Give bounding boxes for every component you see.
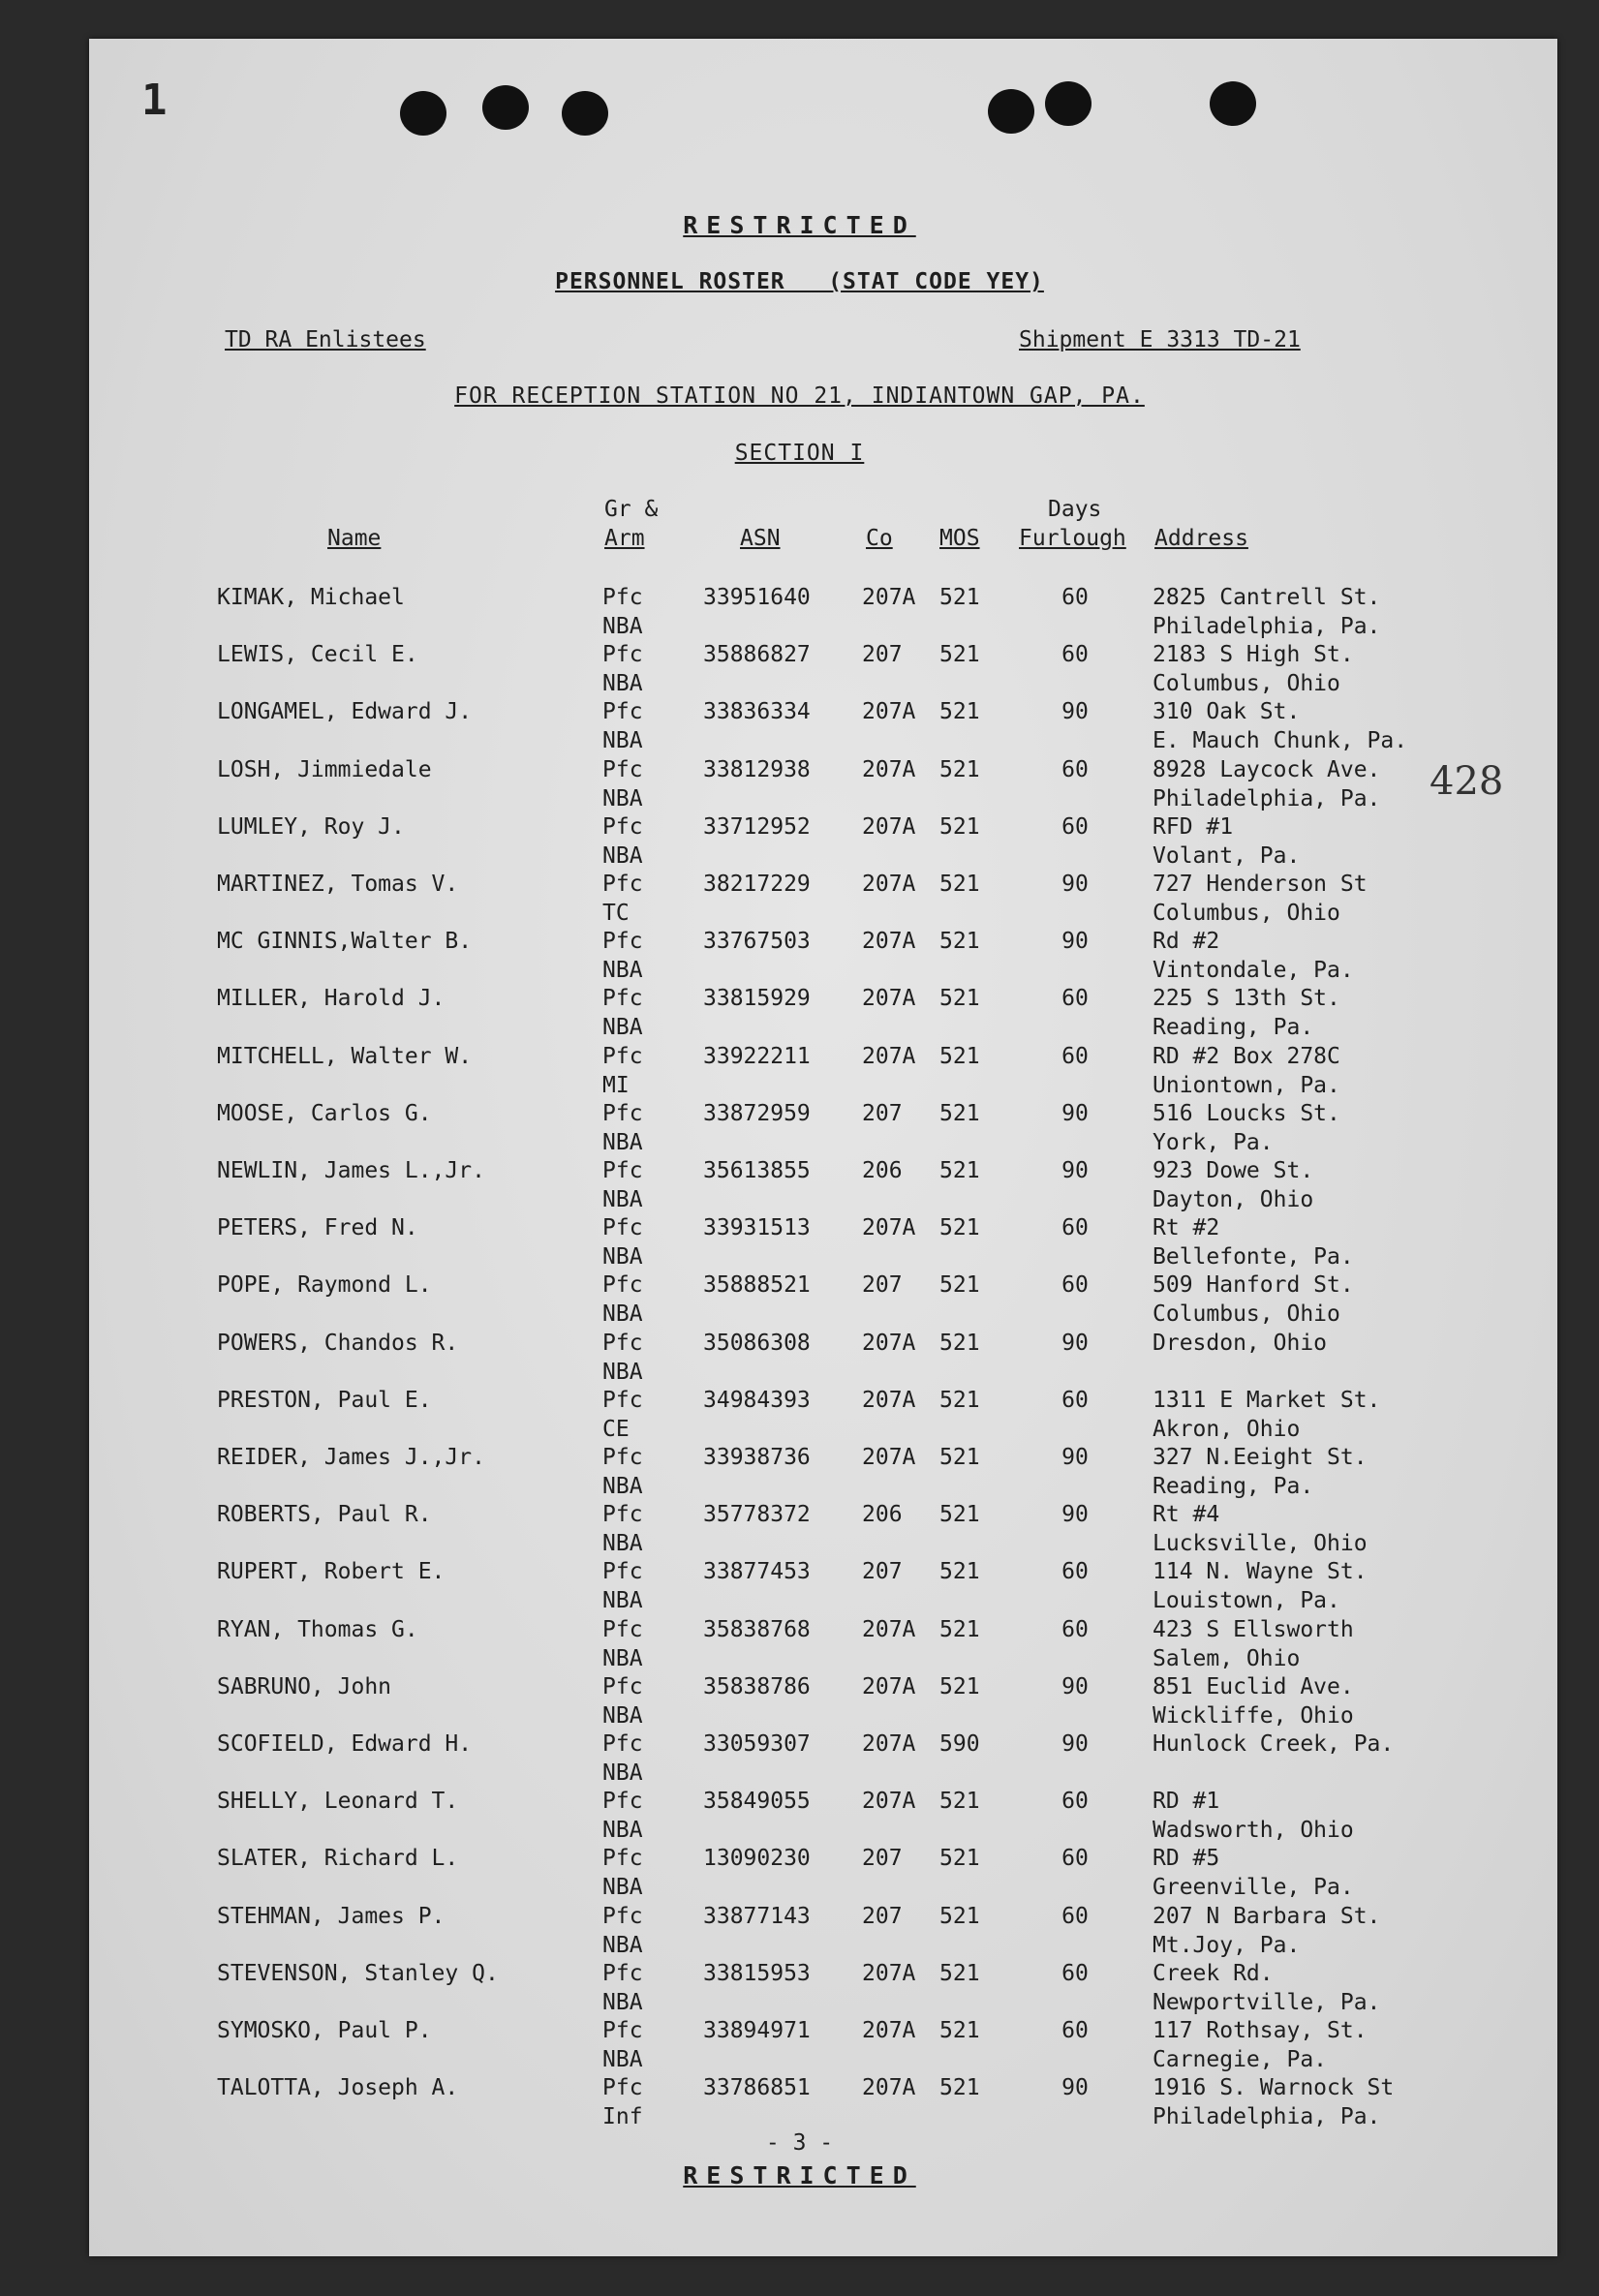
company: 207A [862,1673,916,1699]
person-name: MARTINEZ, Tomas V. [217,872,459,897]
grade: Pfc [602,1158,643,1183]
table-row [0,1959,1599,2017]
address-line1: 327 N.Eeight St. [1153,1445,1368,1470]
mos: 521 [939,1616,980,1642]
table-row [0,1156,1599,1214]
person-name: SLATER, Richard L. [217,1846,459,1872]
arm: TC [602,901,630,926]
person-name: SCOFIELD, Edward H. [217,1731,473,1757]
days-furlough: 90 [1061,1673,1089,1699]
address-line2: Newportville, Pa. [1153,1989,1381,2015]
table-row [0,583,1599,641]
address-line2: Philadelphia, Pa. [1153,785,1381,811]
arm: NBA [602,614,643,639]
mos: 521 [939,1789,980,1815]
col-name: Name [327,526,382,551]
person-name: MC GINNIS,Walter B. [217,929,473,955]
address-line2: Reading, Pa. [1153,1015,1314,1041]
days-furlough: 60 [1061,756,1089,782]
mos: 521 [939,2075,980,2101]
arm: NBA [602,1359,643,1385]
company: 207 [862,1100,903,1126]
days-furlough: 90 [1061,699,1089,725]
company: 207A [862,1616,916,1642]
address-line2: Columbus, Ohio [1153,901,1340,926]
classification-top: RESTRICTED [683,211,916,239]
col-asn: ASN [740,526,781,551]
person-name: POPE, Raymond L. [217,1272,432,1299]
person-name: MITCHELL, Walter W. [217,1043,473,1069]
arm: NBA [602,1129,643,1155]
arm: NBA [602,2047,643,2072]
company: 207A [862,813,916,840]
address-line2: Mt.Joy, Pa. [1153,1932,1301,1958]
roster-title: PERSONNEL ROSTER (STAT CODE YEY) [555,269,1044,294]
days-furlough: 60 [1061,986,1089,1012]
company: 206 [862,1502,903,1528]
company: 207A [862,1387,916,1413]
mos: 521 [939,1387,980,1413]
punch-hole [400,91,446,136]
days-furlough: 90 [1061,1731,1089,1757]
person-name: LEWIS, Cecil E. [217,642,418,668]
grade: Pfc [602,1272,643,1299]
company: 207A [862,986,916,1012]
days-furlough: 60 [1061,1272,1089,1299]
asn: 33786851 [703,2075,811,2101]
mos: 521 [939,1846,980,1872]
days-furlough: 60 [1061,2018,1089,2043]
grade: Pfc [602,1502,643,1528]
person-name: MILLER, Harold J. [217,986,446,1012]
address-line1: Dresdon, Ohio [1153,1330,1328,1356]
address-line1: 1916 S. Warnock St [1153,2075,1395,2101]
asn: 38217229 [703,872,811,897]
company: 207A [862,2075,916,2101]
address-line1: Rd #2 [1153,929,1220,955]
person-name: NEWLIN, James L.,Jr. [217,1158,485,1183]
asn: 35838768 [703,1616,811,1642]
days-furlough: 90 [1061,1445,1089,1470]
arm: NBA [602,1818,643,1844]
company: 207A [862,872,916,897]
address-line1: 310 Oak St. [1153,699,1301,725]
col-mos: MOS [939,526,980,551]
arm: NBA [602,1702,643,1729]
table-row [0,2016,1599,2074]
mos: 521 [939,1330,980,1356]
mos: 521 [939,1272,980,1299]
address-line2: Columbus, Ohio [1153,1301,1340,1328]
table-row [0,1386,1599,1444]
person-name: LOSH, Jimmiedale [217,756,432,782]
days-furlough: 60 [1061,1789,1089,1815]
address-line1: Creek Rd. [1153,1960,1274,1986]
arm: NBA [602,1301,643,1328]
arm: NBA [602,671,643,697]
grade: Pfc [602,1960,643,1986]
arm: MI [602,1072,630,1098]
mos: 521 [939,642,980,668]
asn: 33815929 [703,986,811,1012]
mos: 521 [939,585,980,610]
company: 207A [862,1215,916,1241]
asn: 33894971 [703,2018,811,2043]
punch-hole [562,91,608,136]
person-name: MOOSE, Carlos G. [217,1100,432,1126]
grade: Pfc [602,813,643,840]
address-line1: Rt #2 [1153,1215,1220,1241]
days-furlough: 60 [1061,1043,1089,1069]
col-days-line2: Furlough [1019,526,1126,551]
address-line1: 114 N. Wayne St. [1153,1559,1368,1585]
grade: Pfc [602,872,643,897]
address-line1: RD #1 [1153,1789,1220,1815]
asn: 35086308 [703,1330,811,1356]
company: 207A [862,2018,916,2043]
company: 207A [862,699,916,725]
grade: Pfc [602,1330,643,1356]
address-line2: Dayton, Ohio [1153,1187,1314,1212]
address-line1: RFD #1 [1153,813,1234,840]
days-furlough: 90 [1061,1502,1089,1528]
grade: Pfc [602,1445,643,1470]
table-row [0,870,1599,928]
arm: NBA [602,785,643,811]
address-line1: 516 Loucks St. [1153,1100,1340,1126]
address-line1: 8928 Laycock Ave. [1153,756,1381,782]
table-row [0,1615,1599,1673]
table-row [0,1500,1599,1558]
mos: 521 [939,1960,980,1986]
address-line2: Reading, Pa. [1153,1474,1314,1499]
address-line1: 423 S Ellsworth [1153,1616,1354,1642]
table-row [0,755,1599,813]
mos: 590 [939,1731,980,1757]
days-furlough: 90 [1061,2075,1089,2101]
arm: NBA [602,728,643,754]
grade: Pfc [602,1215,643,1241]
mos: 521 [939,1043,980,1069]
person-name: SYMOSKO, Paul P. [217,2018,432,2043]
address-line2: Lucksville, Ohio [1153,1531,1368,1557]
arm: NBA [602,1989,643,2015]
asn: 35849055 [703,1789,811,1815]
company: 207 [862,1903,903,1929]
person-name: RUPERT, Robert E. [217,1559,446,1585]
arm: NBA [602,1531,643,1557]
address-line1: 207 N Barbara St. [1153,1903,1381,1929]
mos: 521 [939,1673,980,1699]
asn: 35838786 [703,1673,811,1699]
person-name: PETERS, Fred N. [217,1215,418,1241]
table-row [0,2073,1599,2131]
days-furlough: 60 [1061,1559,1089,1585]
address-line2: Carnegie, Pa. [1153,2047,1328,2072]
mos: 521 [939,813,980,840]
arm: CE [602,1416,630,1442]
arm: NBA [602,1015,643,1041]
company: 207A [862,585,916,610]
address-line2: Greenville, Pa. [1153,1875,1354,1901]
person-name: LUMLEY, Roy J. [217,813,405,840]
table-row [0,640,1599,698]
person-name: POWERS, Chandos R. [217,1330,459,1356]
address-line2: Wadsworth, Ohio [1153,1818,1354,1844]
table-row [0,1672,1599,1730]
days-furlough: 90 [1061,872,1089,897]
asn: 33836334 [703,699,811,725]
address-line1: 117 Rothsay, St. [1153,2018,1368,2043]
asn: 35613855 [703,1158,811,1183]
arm: NBA [602,1244,643,1270]
address-line1: 509 Hanford St. [1153,1272,1354,1299]
grade: Pfc [602,1616,643,1642]
address-line2: Philadelphia, Pa. [1153,2104,1381,2130]
arm: NBA [602,958,643,984]
asn: 35888521 [703,1272,811,1299]
asn: 33922211 [703,1043,811,1069]
col-address: Address [1154,526,1248,551]
section-title: SECTION I [734,441,865,466]
grade: Pfc [602,1846,643,1872]
asn: 33931513 [703,1215,811,1241]
address-line1: 851 Euclid Ave. [1153,1673,1354,1699]
days-furlough: 60 [1061,1387,1089,1413]
table-row [0,927,1599,985]
person-name: SHELLY, Leonard T. [217,1789,459,1815]
asn: 33938736 [703,1445,811,1470]
page-mark: 1 [141,76,168,125]
punch-hole [1045,81,1092,126]
person-name: SABRUNO, John [217,1673,392,1699]
asn: 33872959 [703,1100,811,1126]
grade: Pfc [602,929,643,955]
address-line1: 1311 E Market St. [1153,1387,1381,1413]
days-furlough: 90 [1061,929,1089,955]
col-gr-line2: Arm [604,526,645,551]
grade: Pfc [602,2018,643,2043]
person-name: STEVENSON, Stanley Q. [217,1960,499,1986]
address-line1: 923 Dowe St. [1153,1158,1314,1183]
days-furlough: 60 [1061,585,1089,610]
days-furlough: 60 [1061,1903,1089,1929]
person-name: KIMAK, Michael [217,585,405,610]
classification-bottom: RESTRICTED [683,2161,916,2189]
company: 207A [862,756,916,782]
mos: 521 [939,1502,980,1528]
address-line1: 2183 S High St. [1153,642,1354,668]
mos: 521 [939,2018,980,2043]
asn: 33059307 [703,1731,811,1757]
address-line2: Bellefonte, Pa. [1153,1244,1354,1270]
grade: Pfc [602,1673,643,1699]
asn: 33812938 [703,756,811,782]
address-line2: Columbus, Ohio [1153,671,1340,697]
asn: 35778372 [703,1502,811,1528]
grade: Pfc [602,986,643,1012]
grade: Pfc [602,585,643,610]
mos: 521 [939,1903,980,1929]
table-row [0,1443,1599,1501]
address-line2: Akron, Ohio [1153,1416,1301,1442]
table-row [0,1787,1599,1845]
grade: Pfc [602,1387,643,1413]
days-furlough: 90 [1061,1330,1089,1356]
days-furlough: 60 [1061,1960,1089,1986]
address-line2: E. Mauch Chunk, Pa. [1153,728,1408,754]
address-line2: Volant, Pa. [1153,842,1301,869]
arm: NBA [602,1645,643,1671]
address-line1: RD #2 Box 278C [1153,1043,1340,1069]
address-line2: York, Pa. [1153,1129,1274,1155]
grade: Pfc [602,756,643,782]
grade: Pfc [602,1903,643,1929]
person-name: TALOTTA, Joseph A. [217,2075,459,2101]
table-row [0,1213,1599,1271]
punch-hole [482,85,529,130]
table-row [0,812,1599,871]
address-line1: 727 Henderson St [1153,872,1368,897]
table-row [0,1099,1599,1157]
arm: NBA [602,1588,643,1614]
address-line1: Hunlock Creek, Pa. [1153,1731,1395,1757]
grade: Pfc [602,1789,643,1815]
company: 207 [862,1272,903,1299]
table-row [0,1042,1599,1100]
mos: 521 [939,1445,980,1470]
asn: 33877143 [703,1903,811,1929]
person-name: PRESTON, Paul E. [217,1387,432,1413]
mos: 521 [939,1559,980,1585]
company: 207 [862,1559,903,1585]
grade: Pfc [602,642,643,668]
days-furlough: 90 [1061,1158,1089,1183]
arm: NBA [602,1875,643,1901]
days-furlough: 60 [1061,1846,1089,1872]
asn: 13090230 [703,1846,811,1872]
company: 207A [862,1445,916,1470]
person-name: ROBERTS, Paul R. [217,1502,432,1528]
person-name: REIDER, James J.,Jr. [217,1445,485,1470]
table-row [0,1902,1599,1960]
table-row [0,1270,1599,1329]
mos: 521 [939,1158,980,1183]
grade: Pfc [602,2075,643,2101]
address-line2: Salem, Ohio [1153,1645,1301,1671]
company: 207 [862,1846,903,1872]
col-co: Co [866,526,893,551]
left-header: TD RA Enlistees [225,327,426,352]
asn: 35886827 [703,642,811,668]
table-row [0,1730,1599,1788]
company: 207A [862,929,916,955]
company: 207A [862,1789,916,1815]
asn: 34984393 [703,1387,811,1413]
asn: 33712952 [703,813,811,840]
col-gr-line1: Gr & [604,497,659,522]
address-line2: Louistown, Pa. [1153,1588,1340,1614]
table-row [0,1844,1599,1902]
arm: NBA [602,1474,643,1499]
company: 207A [862,1731,916,1757]
arm: NBA [602,842,643,869]
mos: 521 [939,699,980,725]
table-row [0,1557,1599,1615]
days-furlough: 60 [1061,1616,1089,1642]
punch-hole [1210,81,1256,126]
person-name: STEHMAN, James P. [217,1903,446,1929]
company: 207A [862,1043,916,1069]
mos: 521 [939,1100,980,1126]
address-line1: 225 S 13th St. [1153,986,1340,1012]
right-header: Shipment E 3313 TD-21 [1019,327,1301,352]
asn: 33767503 [703,929,811,955]
days-furlough: 60 [1061,1215,1089,1241]
days-furlough: 90 [1061,1100,1089,1126]
page-number: - 3 - [765,2130,834,2156]
company: 206 [862,1158,903,1183]
reception-line: FOR RECEPTION STATION NO 21, INDIANTOWN GAP, PA. [454,383,1145,409]
col-days-line1: Days [1048,497,1102,522]
days-furlough: 60 [1061,813,1089,840]
table-row [0,697,1599,755]
grade: Pfc [602,699,643,725]
grade: Pfc [602,1559,643,1585]
grade: Pfc [602,1043,643,1069]
mos: 521 [939,929,980,955]
margin-number: 428 [1430,759,1504,804]
mos: 521 [939,756,980,782]
address-line1: RD #5 [1153,1846,1220,1872]
asn: 33815953 [703,1960,811,1986]
address-line2: Philadelphia, Pa. [1153,614,1381,639]
asn: 33877453 [703,1559,811,1585]
arm: NBA [602,1760,643,1786]
address-line2: Wickliffe, Ohio [1153,1702,1354,1729]
asn: 33951640 [703,585,811,610]
arm: Inf [602,2104,643,2130]
company: 207A [862,1960,916,1986]
table-row [0,984,1599,1042]
company: 207 [862,642,903,668]
days-furlough: 60 [1061,642,1089,668]
mos: 521 [939,1215,980,1241]
arm: NBA [602,1932,643,1958]
arm: NBA [602,1187,643,1212]
address-line2: Uniontown, Pa. [1153,1072,1340,1098]
grade: Pfc [602,1731,643,1757]
address-line2: Vintondale, Pa. [1153,958,1354,984]
address-line1: 2825 Cantrell St. [1153,585,1381,610]
person-name: LONGAMEL, Edward J. [217,699,473,725]
mos: 521 [939,872,980,897]
address-line1: Rt #4 [1153,1502,1220,1528]
grade: Pfc [602,1100,643,1126]
punch-hole [988,89,1034,134]
company: 207A [862,1330,916,1356]
table-row [0,1329,1599,1387]
mos: 521 [939,986,980,1012]
person-name: RYAN, Thomas G. [217,1616,418,1642]
